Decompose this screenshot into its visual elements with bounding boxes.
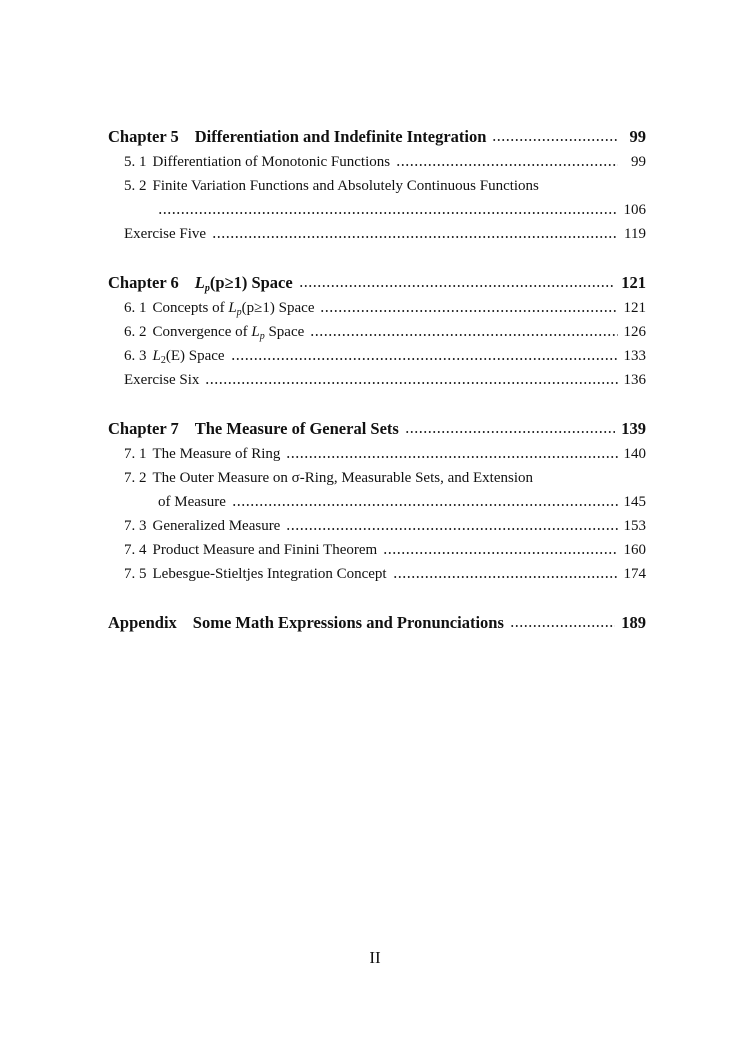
toc-exercise-six[interactable] xyxy=(108,368,646,392)
chapter-title: Space xyxy=(251,273,293,292)
leader-dots xyxy=(383,548,617,559)
section-number: 5. 1 xyxy=(124,154,147,170)
toc-section-6-1[interactable]: 6. 1 Concepts of $L_p(p\ge 1)$ Space 121 xyxy=(108,296,646,320)
chapter-number: Chapter 7 xyxy=(108,419,179,438)
page-number: 133 xyxy=(623,348,646,364)
toc-section-5-2[interactable] xyxy=(108,198,646,222)
leader-dots xyxy=(158,208,618,219)
chapter-title: Differentiation and Indefinite Integration xyxy=(194,127,487,146)
section-number: 7. 1 xyxy=(124,446,147,462)
table-of-contents xyxy=(108,124,646,636)
section-number: 7. 3 xyxy=(124,518,147,534)
toc-section-5-2-title[interactable] xyxy=(108,174,646,198)
appendix-label: Appendix xyxy=(108,613,177,632)
section-title: The Outer Measure on σ-Ring, Measurable Sets, and Extension xyxy=(152,470,533,486)
toc-exercise-five[interactable] xyxy=(108,222,646,246)
leader-dots xyxy=(492,135,618,146)
section-number: 6. 1 xyxy=(124,300,147,316)
toc-section-6-3[interactable]: 6. 3 $L_2(E)$ Space 133 xyxy=(108,344,646,368)
toc-section-5-1[interactable] xyxy=(108,150,646,174)
page-number: 99 xyxy=(631,154,646,170)
toc-chapter-7[interactable] xyxy=(108,416,646,442)
leader-dots xyxy=(286,452,617,463)
toc-section-7-1[interactable] xyxy=(108,442,646,466)
leader-dots xyxy=(393,572,618,583)
toc-chapter-6[interactable]: Chapter 6 $L_p(p\ge 1)$ Space 121 xyxy=(108,270,646,296)
chapter-number: Chapter 5 xyxy=(108,127,179,146)
section-title: Differentiation of Monotonic Functions xyxy=(152,154,391,170)
page-number: 139 xyxy=(621,419,646,438)
page-number: 121 xyxy=(621,273,646,292)
leader-dots xyxy=(396,160,618,171)
leader-dots xyxy=(212,232,618,243)
leader-dots xyxy=(232,500,618,511)
toc-appendix[interactable] xyxy=(108,610,646,636)
chapter-title: The Measure of General Sets xyxy=(194,419,399,438)
section-number: 7. 5 xyxy=(124,566,147,582)
leader-dots xyxy=(205,378,617,389)
page-number: 189 xyxy=(621,613,646,632)
leader-dots xyxy=(405,427,615,438)
section-title-continued: of Measure xyxy=(158,494,226,510)
leader-dots xyxy=(310,330,617,341)
page-number: 145 xyxy=(623,494,646,510)
section-number: 7. 2 xyxy=(124,470,147,486)
page-number: 136 xyxy=(623,372,646,388)
page-number: 121 xyxy=(623,300,646,316)
page-number: 99 xyxy=(629,127,646,146)
exercise-title: Exercise Five xyxy=(124,226,207,242)
toc-section-7-4[interactable] xyxy=(108,538,646,562)
section-title: Lebesgue-Stieltjes Integration Concept xyxy=(152,566,387,582)
section-title: Finite Variation Functions and Absolutely Continuous Functions xyxy=(152,178,539,194)
toc-section-6-2[interactable]: 6. 2 Convergence of $L_p$ Space 126 xyxy=(108,320,646,344)
toc-section-7-5[interactable] xyxy=(108,562,646,586)
leader-dots xyxy=(510,621,615,632)
leader-dots xyxy=(286,524,617,535)
toc-section-7-2-title[interactable] xyxy=(108,466,646,490)
section-number: 7. 4 xyxy=(124,542,147,558)
page-number: 174 xyxy=(623,566,646,582)
toc-section-7-3[interactable] xyxy=(108,514,646,538)
section-number: 6. 3 xyxy=(124,348,147,364)
section-title: The Measure of Ring xyxy=(152,446,281,462)
page-number: 160 xyxy=(623,542,646,558)
condition: (p≥1) xyxy=(209,273,248,292)
section-title: Product Measure and Finini Theorem xyxy=(152,542,378,558)
section-number: 6. 2 xyxy=(124,324,147,340)
math-symbol: L xyxy=(194,273,205,292)
page-number: 119 xyxy=(624,226,646,242)
page-number: 140 xyxy=(623,446,646,462)
page-number: 153 xyxy=(623,518,646,534)
page-number: 126 xyxy=(623,324,646,340)
toc-chapter-5[interactable] xyxy=(108,124,646,150)
leader-dots xyxy=(299,281,616,292)
section-title: Generalized Measure xyxy=(152,518,281,534)
section-number: 5. 2 xyxy=(124,178,147,194)
page-folio: II xyxy=(369,948,381,967)
exercise-title: Exercise Six xyxy=(124,372,200,388)
chapter-number: Chapter 6 xyxy=(108,273,179,292)
appendix-title: Some Math Expressions and Pronunciations xyxy=(192,613,504,632)
page-number: 106 xyxy=(623,202,646,218)
leader-dots xyxy=(320,306,617,317)
leader-dots xyxy=(231,354,618,365)
toc-section-7-2[interactable] xyxy=(108,490,646,514)
